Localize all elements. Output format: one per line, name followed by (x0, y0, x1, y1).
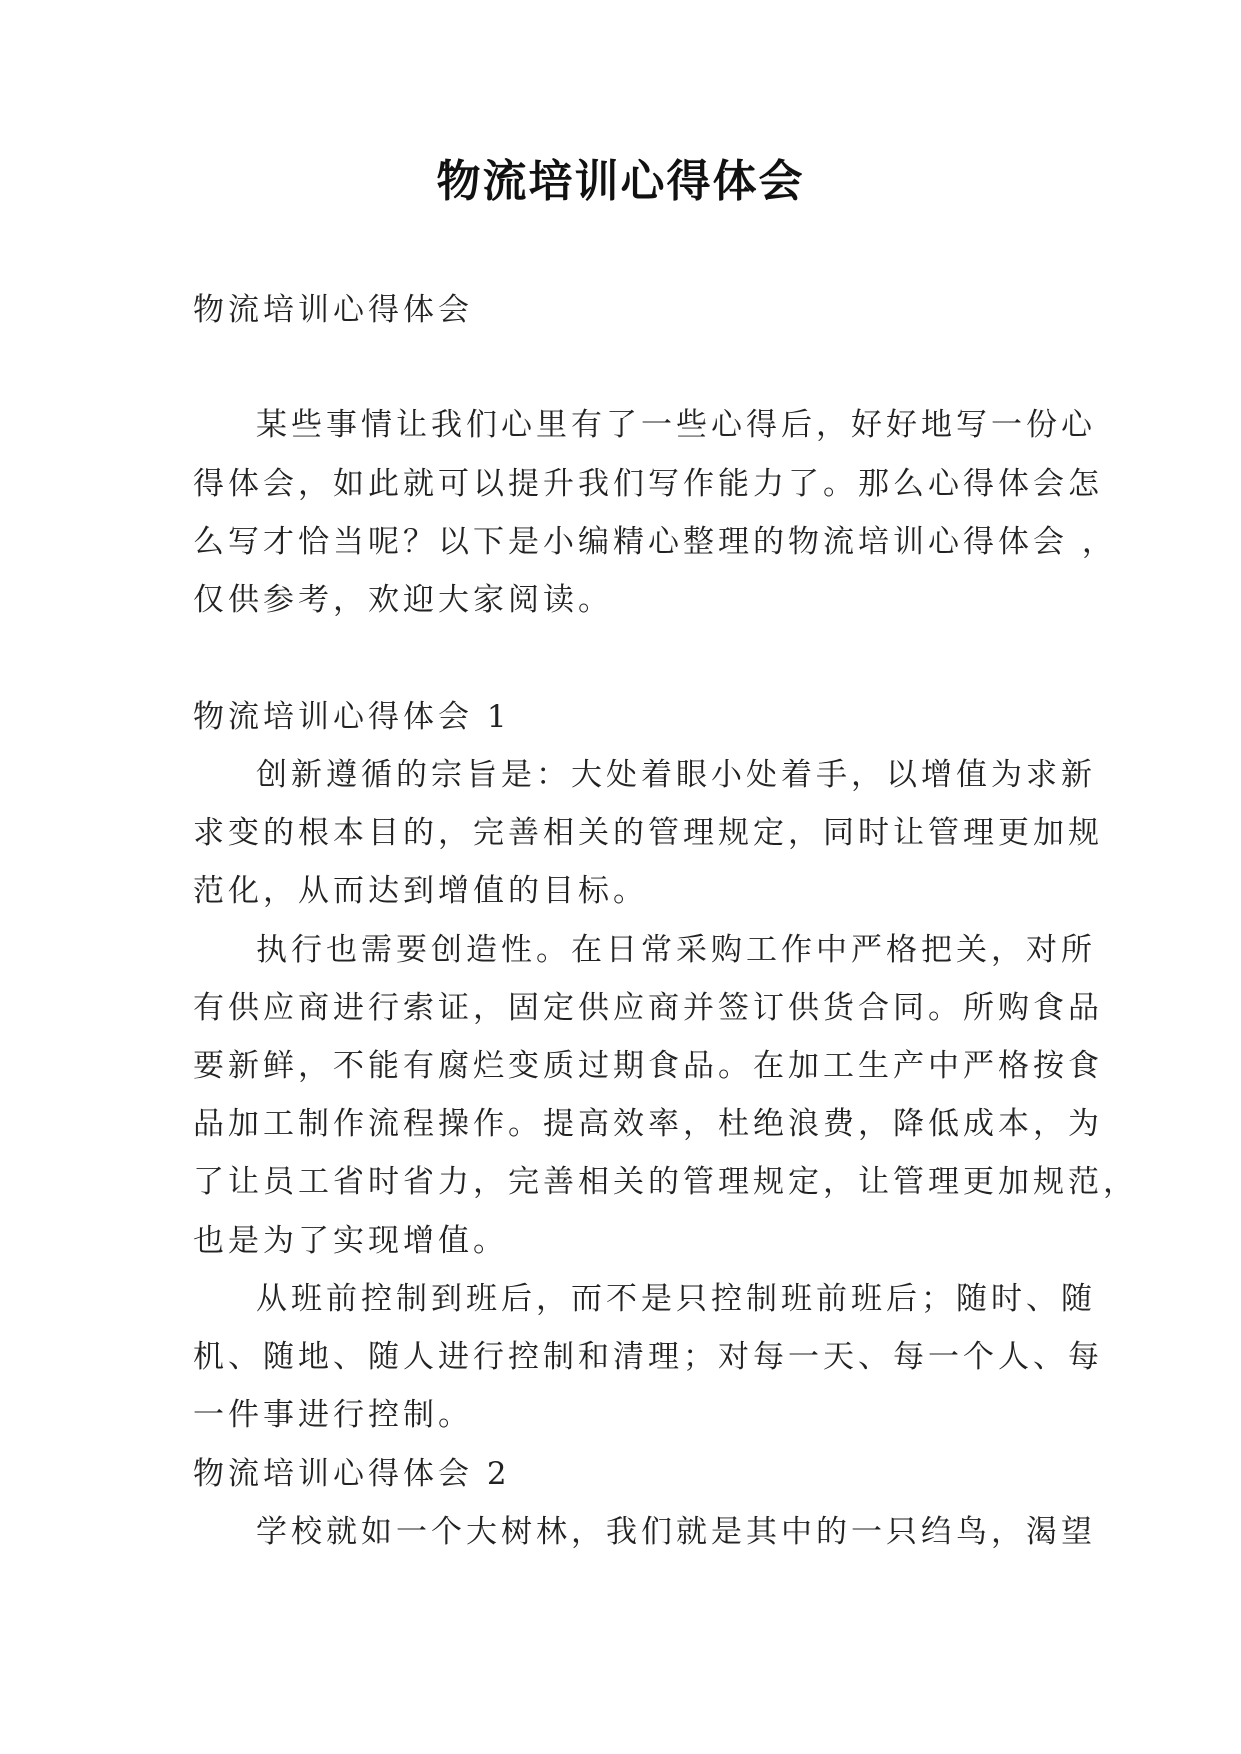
intro-line: 得体会，如此就可以提升我们写作能力了。那么心得体会怎 (193, 466, 1103, 502)
paragraph-line: 创新遵循的宗旨是：大处着眼小处着手，以增值为求新 (256, 757, 1096, 793)
paragraph-line: 求变的根本目的，完善相关的管理规定，同时让管理更加规 (193, 815, 1103, 851)
section-heading-1: 物流培训心得体会 1 (193, 699, 511, 735)
section-heading-2: 物流培训心得体会 2 (193, 1456, 511, 1492)
intro-line: 仅供参考，欢迎大家阅读。 (193, 582, 613, 618)
document-subtitle: 物流培训心得体会 (193, 292, 473, 328)
paragraph-line: 也是为了实现增值。 (193, 1223, 508, 1259)
document-title: 物流培训心得体会 (436, 156, 805, 207)
paragraph-line: 范化，从而达到增值的目标。 (193, 873, 648, 909)
paragraph-line: 机、随地、随人进行控制和清理；对每一天、每一个人、每 (193, 1339, 1103, 1375)
intro-line: 某些事情让我们心里有了一些心得后，好好地写一份心 (256, 407, 1096, 443)
paragraph-line: 学校就如一个大树林，我们就是其中的一只绉鸟，渴望 (256, 1514, 1096, 1550)
paragraph-line: 了让员工省时省力，完善相关的管理规定，让管理更加规范， (193, 1164, 1138, 1200)
paragraph-line: 一件事进行控制。 (193, 1397, 473, 1433)
paragraph-line: 品加工制作流程操作。提高效率，杜绝浪费，降低成本，为 (193, 1106, 1103, 1142)
paragraph-line: 执行也需要创造性。在日常采购工作中严格把关，对所 (256, 932, 1096, 968)
paragraph-line: 要新鲜，不能有腐烂变质过期食品。在加工生产中严格按食 (193, 1048, 1103, 1084)
paragraph-line: 有供应商进行索证，固定供应商并签订供货合同。所购食品 (193, 990, 1103, 1026)
intro-line: 么写才恰当呢？以下是小编精心整理的物流培训心得体会 ， (193, 524, 1117, 560)
paragraph-line: 从班前控制到班后，而不是只控制班前班后；随时、随 (256, 1281, 1096, 1317)
